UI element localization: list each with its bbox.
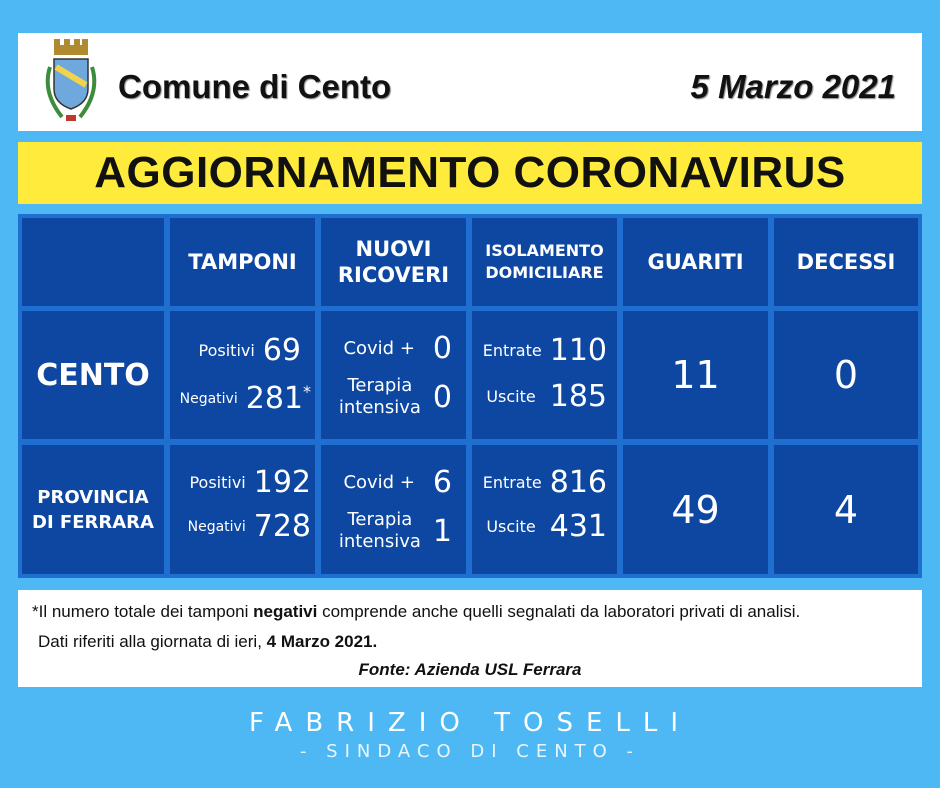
header-isolamento-line2: DOMICILIARE xyxy=(485,263,604,282)
header-ricoveri-line1: NUOVI xyxy=(355,237,432,261)
provincia-terapia-value: 1 xyxy=(432,513,452,549)
provincia-entrate-value: 816 xyxy=(549,465,607,500)
cento-isolamento xyxy=(472,311,617,439)
header-isolamento-line1: ISOLAMENTO xyxy=(485,241,604,260)
cento-ricoveri xyxy=(321,311,466,439)
provincia-isolamento xyxy=(472,445,617,574)
header-isolamento xyxy=(472,218,617,306)
negativi-label: Negativi xyxy=(179,390,238,407)
row-label-cento: CENTO xyxy=(22,311,164,439)
negativi-label: Negativi xyxy=(187,518,246,535)
positivi-label: Positivi xyxy=(198,341,255,360)
terapia-label: Terapia intensiva xyxy=(338,509,421,552)
mayor-name: FABRIZIO TOSELLI xyxy=(248,708,692,738)
note-source: Fonte: Azienda USL Ferrara xyxy=(358,660,582,679)
provincia-covid-value: 6 xyxy=(432,465,452,500)
entrate-label: Entrate xyxy=(482,341,542,360)
mayor-role: - SINDACO DI CENTO - xyxy=(299,741,641,762)
covid-label: Covid + xyxy=(343,472,415,493)
header-bar xyxy=(18,33,922,131)
provincia-ricoveri xyxy=(321,445,466,574)
cento-negativi-value: 281 xyxy=(245,381,303,416)
header-ricoveri-line2: RICOVERI xyxy=(337,263,450,287)
row-label-provincia xyxy=(22,445,164,574)
municipal-crest-icon xyxy=(40,37,102,127)
header-tamponi: TAMPONI xyxy=(170,218,315,306)
stats-table xyxy=(18,214,922,578)
header-nuovi-ricoveri xyxy=(321,218,466,306)
update-banner: AGGIORNAMENTO CORONAVIRUS xyxy=(18,142,922,204)
cento-entrate-value: 110 xyxy=(549,333,607,368)
cento-terapia-value: 0 xyxy=(432,379,452,415)
cento-uscite-value: 185 xyxy=(549,379,607,414)
provincia-label-line1: PROVINCIA xyxy=(37,486,149,508)
header-decessi: DECESSI xyxy=(774,218,918,306)
cento-covid-value: 0 xyxy=(432,331,452,366)
provincia-tamponi xyxy=(170,445,315,574)
cento-decessi-value: 0 xyxy=(774,311,918,439)
entrate-label: Entrate xyxy=(482,473,542,492)
provincia-guariti-value: 49 xyxy=(623,445,768,574)
cento-guariti-value: 11 xyxy=(623,311,768,439)
covid-label: Covid + xyxy=(343,338,415,359)
report-date: 5 Marzo 2021 xyxy=(690,68,896,105)
provincia-decessi-value: 4 xyxy=(774,445,918,574)
cento-positivi-value: 69 xyxy=(262,333,301,368)
header-guariti: GUARITI xyxy=(623,218,768,306)
provincia-negativi-value: 728 xyxy=(253,509,311,544)
comune-title: Comune di Cento xyxy=(118,68,392,105)
note-data-date: Dati riferiti alla giornata di ieri, 4 Marzo 2021. xyxy=(38,632,378,651)
notes-box xyxy=(18,590,922,687)
provincia-label-line2: DI FERRARA xyxy=(32,511,154,533)
provincia-positivi-value: 192 xyxy=(253,465,311,500)
uscite-label: Uscite xyxy=(486,387,536,406)
corner-cell xyxy=(22,218,164,306)
uscite-label: Uscite xyxy=(486,517,536,536)
terapia-label: Terapia intensiva xyxy=(338,375,421,418)
provincia-uscite-value: 431 xyxy=(549,509,607,544)
note-negativi: *Il numero totale dei tamponi negativi comprende anche quelli segnalati da laboratori privati di analisi. xyxy=(32,602,801,621)
negativi-asterisk: * xyxy=(303,382,311,401)
cento-tamponi xyxy=(170,311,315,439)
positivi-label: Positivi xyxy=(189,473,246,492)
